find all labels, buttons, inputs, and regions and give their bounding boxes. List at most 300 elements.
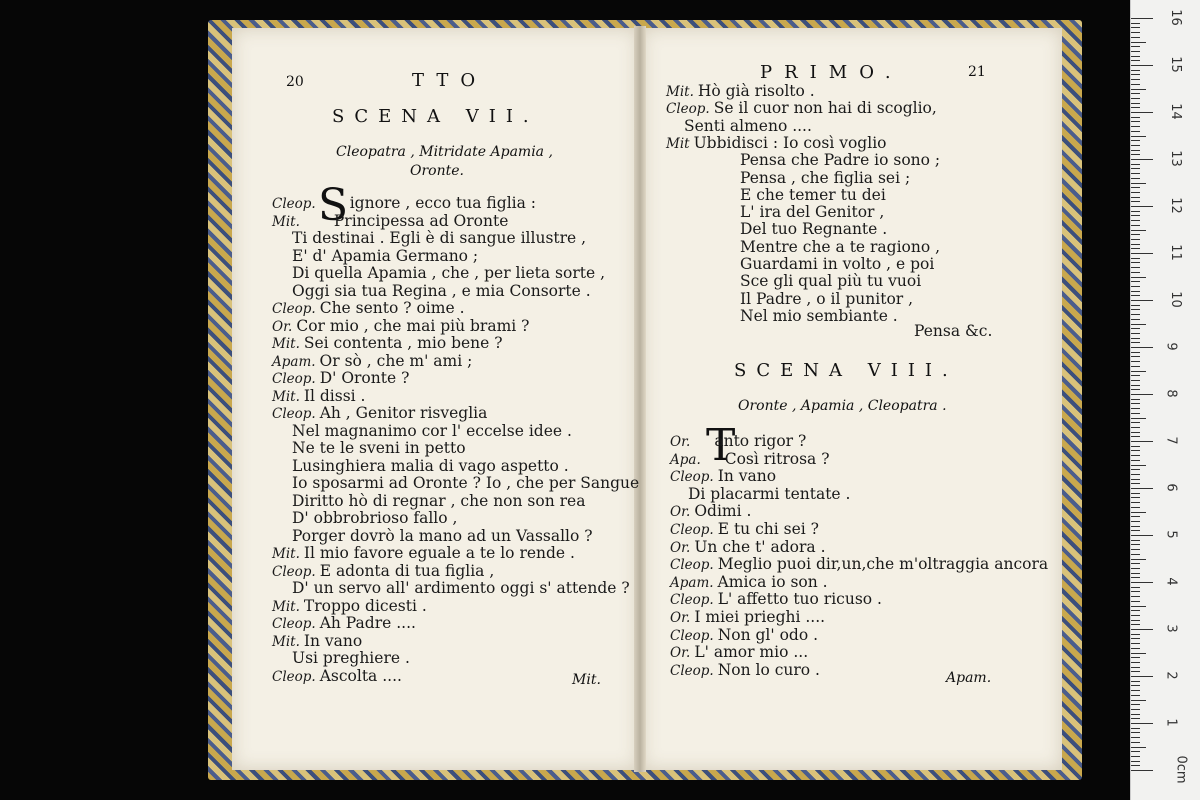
ruler-tick [1131,601,1140,602]
ruler-tick [1131,554,1140,555]
verse-text: L' amor mio ... [694,643,809,662]
speaker-label: Mit. [272,213,300,230]
verse-text: Mentre che a te ragiono , [740,237,941,256]
verse-text: Or sò , che m' ami ; [319,351,473,370]
ruler-tick [1131,516,1140,517]
speaker-label: Cleop. [666,101,710,118]
text-line [272,632,362,651]
ruler-tick [1131,624,1140,625]
text-line [666,99,937,118]
ruler-tick [1131,446,1140,447]
verse-text: Principessa ad Oronte [333,211,509,230]
ruler-tick [1131,136,1146,137]
text-line [670,538,826,557]
verse-text: Il Padre , o il punitor , [740,289,914,308]
ruler-label: 0cm [1173,755,1189,784]
speaker-label: Cleop. [272,563,316,580]
ruler-tick [1131,432,1140,433]
right-catchword: Apam. [946,670,992,686]
ruler-tick [1131,225,1140,226]
speaker-label: Mit [666,135,690,152]
ruler-label: 6 [1163,483,1179,492]
ruler-tick [1131,70,1140,71]
ruler-tick [1131,653,1146,654]
text-line [740,203,884,221]
ruler-tick [1131,347,1153,348]
verse-text: E adonta di tua figlia , [319,561,495,580]
speaker-label: Or. [670,539,691,556]
ruler-label: 7 [1163,436,1179,445]
ruler-label: 16 [1167,9,1183,26]
ruler-tick [1131,643,1140,644]
ruler-tick [1131,544,1140,545]
text-line [684,117,812,135]
book-gutter [634,26,646,772]
ruler-tick [1131,361,1140,362]
verse-text: D' Oronte ? [319,369,410,387]
verse-text: In vano [303,631,363,650]
ruler-tick [1131,262,1140,263]
ruler-tick [1131,507,1140,508]
ruler-tick [1131,591,1140,592]
verse-text: Così ritrosa ? [724,449,830,468]
text-line [292,457,569,475]
speaker-label: Mit. [272,388,300,405]
verse-text: Del tuo Regnante . [740,220,888,239]
ruler-tick [1131,281,1140,282]
ruler-tick [1131,328,1140,329]
ruler-tick [1131,568,1140,569]
ruler-tick [1131,765,1140,766]
ruler-tick [1131,18,1153,19]
ruler-tick [1131,596,1140,597]
ruler-tick [1131,366,1140,367]
text-line [740,255,934,273]
ruler-tick [1131,747,1146,748]
speaker-label: Mit. [272,598,300,615]
verse-text: I miei prieghi .... [694,608,826,626]
ruler-tick [1131,676,1153,677]
verse-text: anto rigor ? [714,432,807,450]
ruler-tick [1131,201,1140,202]
ruler-tick [1131,168,1140,169]
ruler-label: 3 [1163,624,1179,633]
text-line [670,555,1048,574]
ruler-tick [1131,338,1140,339]
text-line [292,492,585,510]
verse-text: Pensa , che figlia sei ; [740,168,911,187]
ruler-tick [1131,629,1153,630]
verse-text: Usi preghiere . [292,649,410,667]
ruler-tick [1131,563,1140,564]
ruler-tick [1131,187,1140,188]
ruler-tick [1131,117,1140,118]
ruler-tick [1131,342,1140,343]
verse-text: Hò già risolto . [697,82,815,100]
text-line [272,404,487,423]
speaker-label: Cleop. [670,627,714,644]
text-line [292,527,593,545]
ruler-tick [1131,159,1153,160]
ruler-tick [1131,479,1140,480]
text-line [292,439,466,457]
verse-text: E tu chi sei ? [717,520,819,538]
ruler-tick [1131,300,1153,301]
verse-text: Che sento ? oime . [319,299,465,317]
ruler-tick [1131,131,1140,132]
ruler-tick [1131,704,1140,705]
ruler-tick [1131,277,1146,278]
ruler-label: 2 [1163,671,1179,680]
verse-text: Porger dovrò la mano ad un Vassallo ? [292,526,593,545]
verse-text: Ascolta .... [319,666,402,685]
ruler-tick [1131,413,1140,414]
speaker-label: Cleop. [272,196,316,212]
left-drop-cap: S [318,180,349,231]
ruler-tick [1131,244,1140,245]
verse-text: D' obbrobrioso fallo , [292,509,458,527]
verse-text: Ti destinai . Egli è di sangue illustre , [292,229,587,247]
text-line [292,264,605,282]
verse-text: E che temer tu dei [740,185,886,204]
ruler-tick [1131,620,1140,621]
text-line [272,194,536,213]
right-page-number: 21 [968,64,986,80]
ruler-tick [1131,512,1146,513]
ruler-tick [1131,493,1140,494]
text-line [740,290,913,308]
speaker-label: Cleop. [272,668,316,685]
ruler-tick [1131,103,1140,104]
text-line [272,544,575,563]
ruler-tick [1131,51,1140,52]
ruler-tick [1131,535,1153,536]
verse-text: L' ira del Genitor , [740,203,885,222]
ruler-tick [1131,756,1140,757]
ruler-tick [1131,606,1146,607]
ruler-tick [1131,638,1140,639]
ruler-tick [1131,74,1140,75]
ruler-tick [1131,732,1140,733]
ruler-tick [1131,709,1140,710]
ruler-tick [1131,197,1140,198]
speaker-label: Cleop. [670,662,714,679]
text-line [292,422,572,440]
ruler-tick [1131,648,1140,649]
verse-text: Sce gli qual più tu vuoi [740,272,922,291]
text-line [272,317,529,336]
ruler-tick [1131,65,1153,66]
text-line [272,212,508,231]
ruler-label: 8 [1163,389,1179,398]
speaker-label: Cleop. [670,469,714,486]
text-line [670,643,808,662]
ruler-tick [1131,389,1140,390]
ruler-tick [1131,211,1140,212]
verse-text: L' affetto tuo ricuso . [717,590,882,609]
ruler-tick [1131,239,1140,240]
left-cast-line-2: Oronte. [410,163,464,179]
ruler-tick [1131,469,1140,470]
ruler-label: 12 [1167,197,1183,214]
ruler-tick [1131,465,1146,466]
text-line [292,247,478,265]
text-line [666,134,886,153]
ruler-tick [1131,89,1146,90]
text-line [740,151,940,169]
verse-text: Di quella Apamia , che , per lieta sorte , [292,264,605,282]
left-catchword: Mit. [572,672,601,688]
verse-text: In vano [717,467,777,486]
verse-text: Ne te le sveni in petto [292,439,466,457]
ruler-tick [1131,441,1153,442]
ruler-tick [1131,718,1140,719]
ruler-tick [1131,460,1140,461]
ruler-tick [1131,32,1140,33]
ruler-tick [1131,690,1140,691]
ruler-tick [1131,305,1140,306]
ruler-tick [1131,295,1140,296]
ruler-tick [1131,700,1146,701]
ruler-tick [1131,145,1140,146]
verse-text: Il dissi . [303,386,366,405]
verse-text: Non lo curo . [717,660,820,679]
ruler-tick [1131,93,1140,94]
ruler-tick [1131,56,1140,57]
ruler-tick [1131,37,1140,38]
ruler-tick [1131,375,1140,376]
verse-text: Cor mio , che mai più brami ? [296,316,530,335]
ruler-tick [1131,685,1140,686]
speaker-label: Cleop. [272,616,316,632]
ruler-tick [1131,728,1140,729]
speaker-label: Cleop. [272,301,316,317]
ruler-label: 9 [1163,342,1179,351]
ruler-tick [1131,173,1140,174]
speaker-label: Apam. [272,353,316,370]
text-line [292,474,639,492]
ruler-tick [1131,770,1153,771]
right-scene-title: SCENA VIII. [734,360,958,381]
speaker-label: Cleop. [670,592,714,609]
speaker-label: Or. [670,645,691,662]
ruler-tick [1131,573,1140,574]
text-line [292,649,410,667]
left-scene-title: SCENA VII. [332,106,539,127]
ruler-tick [1131,154,1140,155]
text-line [740,220,887,238]
verse-text: Meglio puoi dir,un,che m'oltraggia ancora [717,555,1049,574]
verse-text: Diritto hò di regnar , che non son rea [292,491,586,510]
text-line [272,667,402,686]
ruler-tick [1131,394,1153,395]
speaker-label: Mit. [272,336,300,352]
ruler-tick [1131,540,1140,541]
text-line [670,520,819,539]
ruler-tick [1131,324,1146,325]
ruler-tick [1131,319,1140,320]
ruler-tick [1131,272,1140,273]
ruler-tick [1131,46,1140,47]
ruler-tick [1131,23,1140,24]
text-line [670,432,806,451]
verse-text: Sei contenta , mio bene ? [303,334,503,352]
text-line [272,562,494,581]
right-running-head: PRIMO. [760,62,903,83]
speaker-label: Cleop. [272,406,316,422]
ruler-label: 14 [1167,103,1183,120]
text-line [272,614,416,633]
ruler-tick [1131,314,1140,315]
ruler-tick [1131,84,1140,85]
ruler-tick [1131,178,1140,179]
speaker-label: Mit. [272,633,300,650]
ruler-tick [1131,418,1146,419]
ruler-tick [1131,530,1140,531]
text-line [670,608,825,627]
text-line [292,282,591,300]
ruler-tick [1131,671,1140,672]
ruler-tick [1131,474,1140,475]
ruler-tick [1131,582,1153,583]
ruler-tick [1131,220,1140,221]
ruler-tick [1131,234,1140,235]
speaker-label: Or. [670,504,691,521]
right-drop-cap: T [706,420,736,471]
ruler-tick [1131,681,1140,682]
verse-text: Un che t' adora . [694,537,826,556]
text-line [292,579,630,597]
right-cast: Oronte , Apamia , Cleopatra . [738,398,947,414]
ruler-tick [1131,112,1153,113]
ruler-tick [1131,615,1140,616]
verse-text: Pensa che Padre io sono ; [740,151,941,170]
verse-text: Io sposarmi ad Oronte ? Io , che per Sangue [292,474,640,492]
text-line [670,573,828,592]
ruler-tick [1131,140,1140,141]
verse-text: Troppo dicesti . [303,596,427,615]
verse-text: Lusinghiera malia di vago aspetto . [292,456,569,475]
ruler-tick [1131,549,1140,550]
verse-text: Ah , Genitor risveglia [319,404,488,422]
text-line [272,352,472,371]
ruler-tick [1131,380,1140,381]
text-line [292,229,586,247]
left-cast-line-1: Cleopatra , Mitridate Apamia , [336,144,553,160]
ruler-tick [1131,761,1140,762]
text-line [272,334,503,353]
ruler-tick [1131,333,1140,334]
ruler-label: 15 [1167,56,1183,73]
verse-text: Di placarmi tentate . [688,484,851,503]
text-line [740,186,886,204]
ruler-tick [1131,164,1140,165]
ruler-tick [1131,403,1140,404]
speaker-label: Or. [670,434,691,450]
text-line [740,238,940,256]
ruler-tick [1131,695,1140,696]
ruler-tick [1131,667,1140,668]
verse-text: Il mio favore eguale a te lo rende . [303,544,575,562]
verse-text: Amica io son . [717,572,828,591]
verse-text: Non gl' odo . [717,625,819,644]
left-running-head: TTO [412,70,488,91]
text-line [272,387,365,406]
repeat-mark: Pensa &c. [914,322,993,340]
speaker-label: Or. [272,318,293,335]
ruler-tick [1131,98,1140,99]
ruler-tick [1131,714,1140,715]
speaker-label: Mit. [272,546,300,562]
speaker-label: Or. [670,610,691,626]
verse-text: Nel mio sembiante . [740,306,898,325]
text-line [670,467,776,486]
ruler-tick [1131,657,1140,658]
ruler-tick [1131,455,1140,456]
text-line [272,299,465,318]
ruler-tick [1131,399,1140,400]
ruler-tick [1131,60,1140,61]
ruler-tick [1131,286,1140,287]
ruler-tick [1131,206,1153,207]
verse-text: Ah Padre .... [319,614,416,632]
ruler-tick [1131,488,1153,489]
ruler-tick [1131,526,1140,527]
ruler-tick [1131,742,1140,743]
ruler-tick [1131,215,1140,216]
ruler-label: 11 [1167,244,1183,261]
text-line [292,509,457,527]
ruler-tick [1131,521,1140,522]
speaker-label: Apa. [670,451,701,468]
ruler-tick [1131,230,1146,231]
ruler-tick [1131,634,1140,635]
ruler-tick [1131,422,1140,423]
ruler-tick [1131,587,1140,588]
ruler-label: 1 [1163,718,1179,727]
ruler-tick [1131,408,1140,409]
verse-text: Oggi sia tua Regina , e mia Consorte . [292,281,591,300]
ruler-tick [1131,352,1140,353]
ruler-label: 5 [1163,530,1179,539]
text-line [740,272,921,290]
ruler-tick [1131,267,1140,268]
verse-text: Odimi . [694,502,752,521]
text-line [670,626,818,645]
measuring-ruler [1130,0,1200,800]
ruler-tick [1131,291,1140,292]
verse-text: Guardami in volto , e poi [740,255,935,273]
ruler-label: 10 [1167,291,1183,308]
ruler-tick [1131,42,1146,43]
ruler-tick [1131,559,1146,560]
verse-text: E' d' Apamia Germano ; [292,246,479,265]
ruler-label: 4 [1163,577,1179,586]
ruler-tick [1131,309,1140,310]
text-line [666,82,815,101]
ruler-label: 13 [1167,150,1183,167]
text-line [740,169,910,187]
verse-text: Nel magnanimo cor l' eccelse idee . [292,421,572,440]
speaker-label: Cleop. [272,371,316,387]
ruler-tick [1131,436,1140,437]
ruler-tick [1131,253,1153,254]
verse-text: Ubbidisci : Io così voglio [693,133,887,152]
verse-text: D' un servo all' ardimento oggi s' attende ? [292,579,630,597]
text-line [688,485,850,503]
ruler-tick [1131,483,1140,484]
speaker-label: Cleop. [670,557,714,574]
